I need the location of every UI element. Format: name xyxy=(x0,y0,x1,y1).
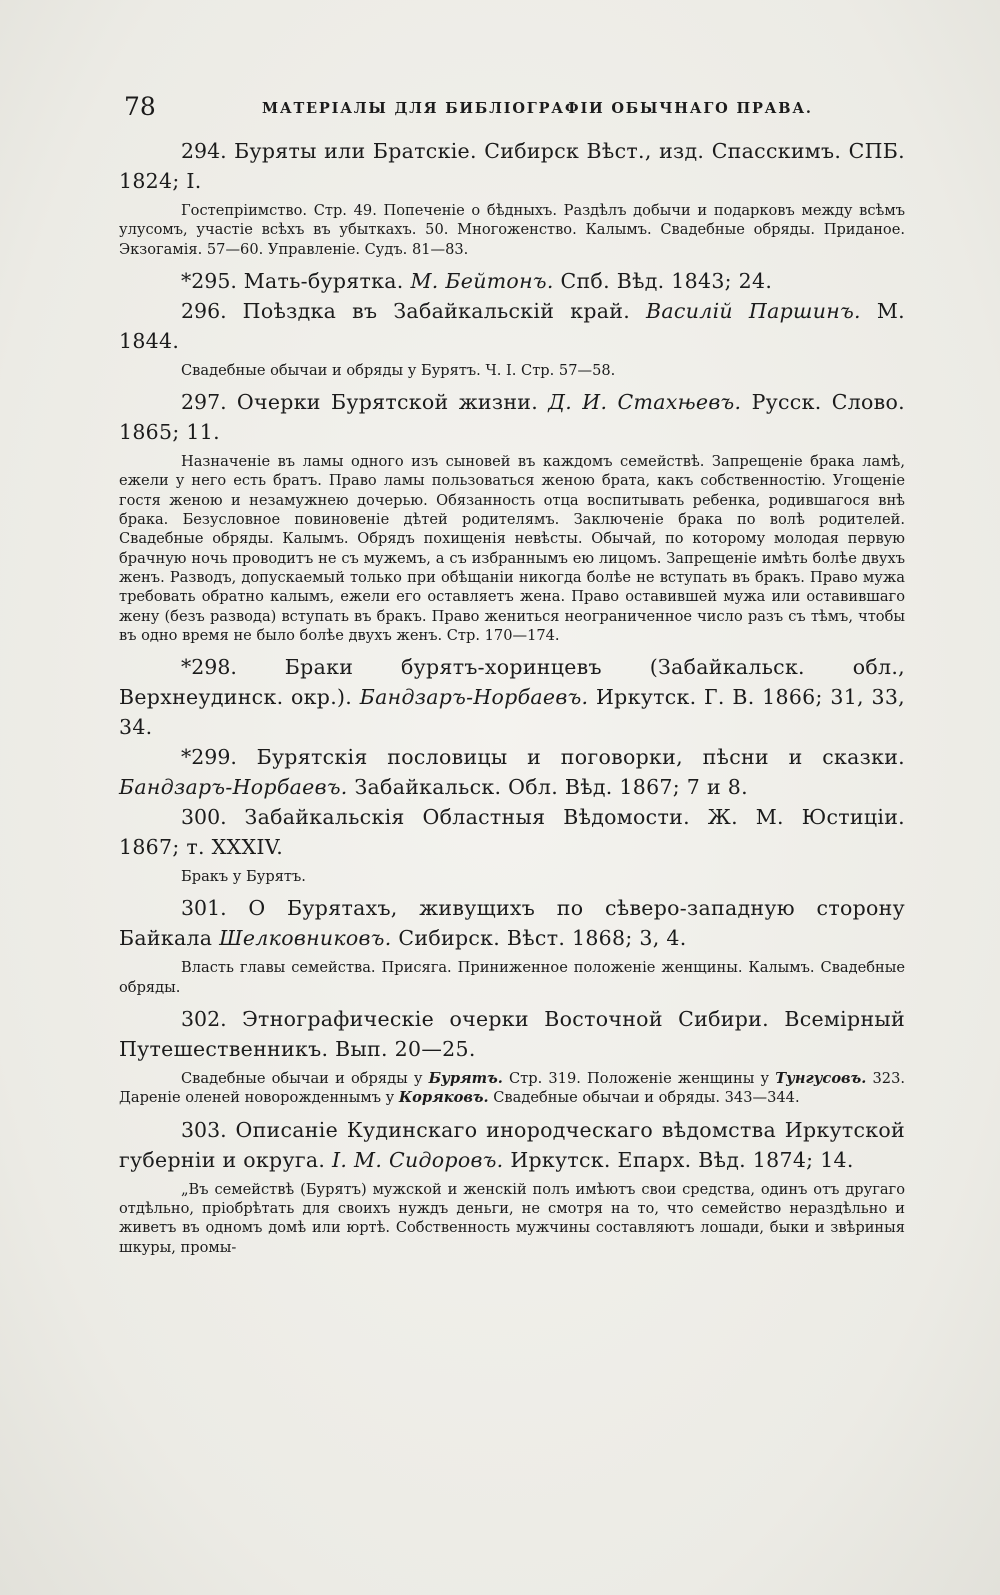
entry-source: Русск. Слово. 1865; 11. xyxy=(119,390,905,445)
entry-author: I. М. Сидоровъ. xyxy=(332,1147,504,1172)
entry-title xyxy=(119,1004,905,1064)
entry-author: Шелковниковъ. xyxy=(219,926,392,951)
bibliography-entry-302 xyxy=(119,1004,905,1108)
entry-source: Иркутск. Епарх. Вѣд. 1874; 14. xyxy=(510,1147,854,1172)
entry-number: 297. xyxy=(181,390,227,415)
entry-title-text: Описаніе Кудинскаго инородческаго вѣдомства Иркутской губерніи и округа. xyxy=(119,1117,905,1172)
bibliography-entry-301 xyxy=(119,893,905,997)
note-text: Свадебные обычаи и обряды у xyxy=(181,1070,429,1088)
note-people-name: Тунгусовъ. xyxy=(775,1070,867,1088)
entry-source: Спб. Вѣд. 1843; 24. xyxy=(560,268,773,293)
entry-title xyxy=(119,136,905,196)
bibliography-entry-300 xyxy=(119,802,905,886)
entry-title xyxy=(119,1115,905,1175)
entry-number: 303. xyxy=(181,1117,227,1142)
entry-annotation: Власть главы семейства. Присяга. Приниженное положеніе женщины. Калымъ. Свадебные обряды. xyxy=(119,959,905,996)
running-head xyxy=(124,92,914,126)
entry-title-text: Очерки Бурятской жизни. xyxy=(236,390,539,415)
entry-title xyxy=(119,266,905,296)
entry-title xyxy=(119,802,905,862)
entry-author: М. Бейтонъ. xyxy=(410,268,554,293)
entry-title-text: Поѣздка въ Забайкальскій край. xyxy=(242,298,631,323)
note-people-name: Коряковъ. xyxy=(398,1089,489,1107)
note-text: 323. Дареніе оленей новорожденнымъ у xyxy=(119,1070,905,1107)
bibliography-entry-295 xyxy=(119,266,905,296)
entry-title-text: Этнографическіе очерки Восточной Сибири. Всемірный Путешественникъ. Вып. 20—25. xyxy=(119,1007,905,1062)
entry-number: 296. xyxy=(181,298,227,323)
entry-number: 301. xyxy=(181,896,227,921)
entry-title xyxy=(119,296,905,356)
note-text: Свадебные обычаи и обряды. 343—344. xyxy=(488,1089,800,1107)
bibliography-entry-294 xyxy=(119,136,905,259)
entry-number: 302. xyxy=(181,1007,227,1032)
bibliography-entry-298 xyxy=(119,652,905,742)
entry-title xyxy=(119,387,905,447)
entry-number: *298. xyxy=(181,655,237,680)
entry-number: *299. xyxy=(181,745,237,770)
entry-title-text: Бурятскія пословицы и поговорки, пѣсни и сказки. xyxy=(256,745,905,770)
bibliography-entry-299 xyxy=(119,742,905,802)
note-text: Стр. 319. Положеніе женщины у xyxy=(502,1070,776,1088)
entry-annotation: Назначеніе въ ламы одного изъ сыновей въ каждомъ семействѣ. Запрещеніе брака ламѣ, ежели у него есть братъ. Право ламы пользоваться женою брата, какъ собственностію. Угощеніе гостя женою и незамужнею дочерью. Обязанность отца воспитывать ребенка, родившагося внѣ брака. Безусловное повиновеніе дѣтей родителямъ. Заключеніе брака по волѣ родителей. Свадебные обряды. Калымъ. Обрядъ похищенія невѣсты. Обычай, по которому молодая первую брачную ночь проводитъ не съ мужемъ, а съ избраннымъ ею лицомъ. Запрещеніе имѣть болѣе двухъ женъ. Разводъ, допускаемый только при обѣщаніи никогда болѣе не вступать въ бракъ. Право мужа требовать обратно калымъ, ежели его оставляетъ жена. Право оставившей мужа или оставившаго жену (безъ развода) вступать въ бракъ. Право жениться неограниченное число разъ съ тѣмъ, чтобы въ одно время не было болѣе двухъ женъ. Стр. 170—174. xyxy=(119,453,905,644)
entry-annotation: Бракъ у Бурятъ. xyxy=(181,868,306,886)
entry-title xyxy=(119,893,905,953)
bibliography-entry-296 xyxy=(119,296,905,380)
entry-annotation: Гостепріимство. Стр. 49. Попеченіе о бѣдныхъ. Раздѣлъ добычи и подарковъ между всѣмъ улусомъ, участіе всѣхъ въ убыткахъ. 50. Многоженство. Калымъ. Свадебные обряды. Приданое. Экзогамія. 57—60. Управленіе. Судъ. 81—83. xyxy=(119,202,905,258)
entry-author: Бандзаръ-Норбаевъ. xyxy=(359,685,589,710)
entry-title-text: Буряты или Братскіе. Сибирск Вѣст., изд. Спасскимъ. СПБ. 1824; I. xyxy=(119,139,905,193)
entry-title xyxy=(119,652,905,742)
entry-title-text: Браки бурятъ-хоринцевъ (Забайкальск. обл., Верхнеудинск. окр.). xyxy=(119,655,905,710)
entry-title-text: О Бурятахъ, живущихъ по сѣверо-западную сторону Байкала xyxy=(119,896,905,951)
running-title: МАТЕРІАЛЫ ДЛЯ БИБЛІОГРАФІИ ОБЫЧНАГО ПРАВА. xyxy=(262,100,813,117)
bibliography-entry-303 xyxy=(119,1115,905,1257)
entry-annotation: Свадебные обычаи и обряды у Бурятъ. Ч. I. Стр. 57—58. xyxy=(181,361,616,379)
entry-annotation xyxy=(119,1069,905,1108)
entry-source: М. 1844. xyxy=(119,298,905,353)
note-people-name: Бурятъ. xyxy=(428,1070,503,1088)
entry-title-text: Забайкальскія Областныя Вѣдомости. Ж. М. Юстиціи. 1867; т. XXXIV. xyxy=(119,805,905,860)
entry-source: Забайкальск. Обл. Вѣд. 1867; 7 и 8. xyxy=(354,775,748,800)
entry-number: *295. xyxy=(181,268,237,293)
entry-number: 300. xyxy=(181,805,227,830)
entry-source: Иркутск. Г. В. 1866; 31, 33, 34. xyxy=(119,685,905,740)
entry-author: Василій Паршинъ. xyxy=(646,298,861,323)
entry-source: Сибирск. Вѣст. 1868; 3, 4. xyxy=(398,926,687,951)
entry-author: Д. И. Стахњевъ. xyxy=(548,390,742,415)
bibliography-entry-297 xyxy=(119,387,905,645)
page-content xyxy=(119,136,905,1264)
entry-number: 294. xyxy=(181,139,227,163)
entry-quote: „Въ семействѣ (Бурятъ) мужской и женскій полъ имѣютъ свои средства, одинъ отъ другаго отдѣльно, пріобрѣтать для своихъ нуждъ деньги, не смотря на то, что семейство нераздѣльно и живетъ въ одномъ домѣ или юртѣ. Собственность мужчины составляютъ лошади, быки и звѣриныя шкуры, промы- xyxy=(119,1180,905,1256)
entry-title xyxy=(119,742,905,802)
entry-title-text: Мать-бурятка. xyxy=(243,268,404,293)
page-number: 78 xyxy=(124,92,156,121)
entry-author: Бандзаръ-Норбаевъ. xyxy=(119,775,348,800)
